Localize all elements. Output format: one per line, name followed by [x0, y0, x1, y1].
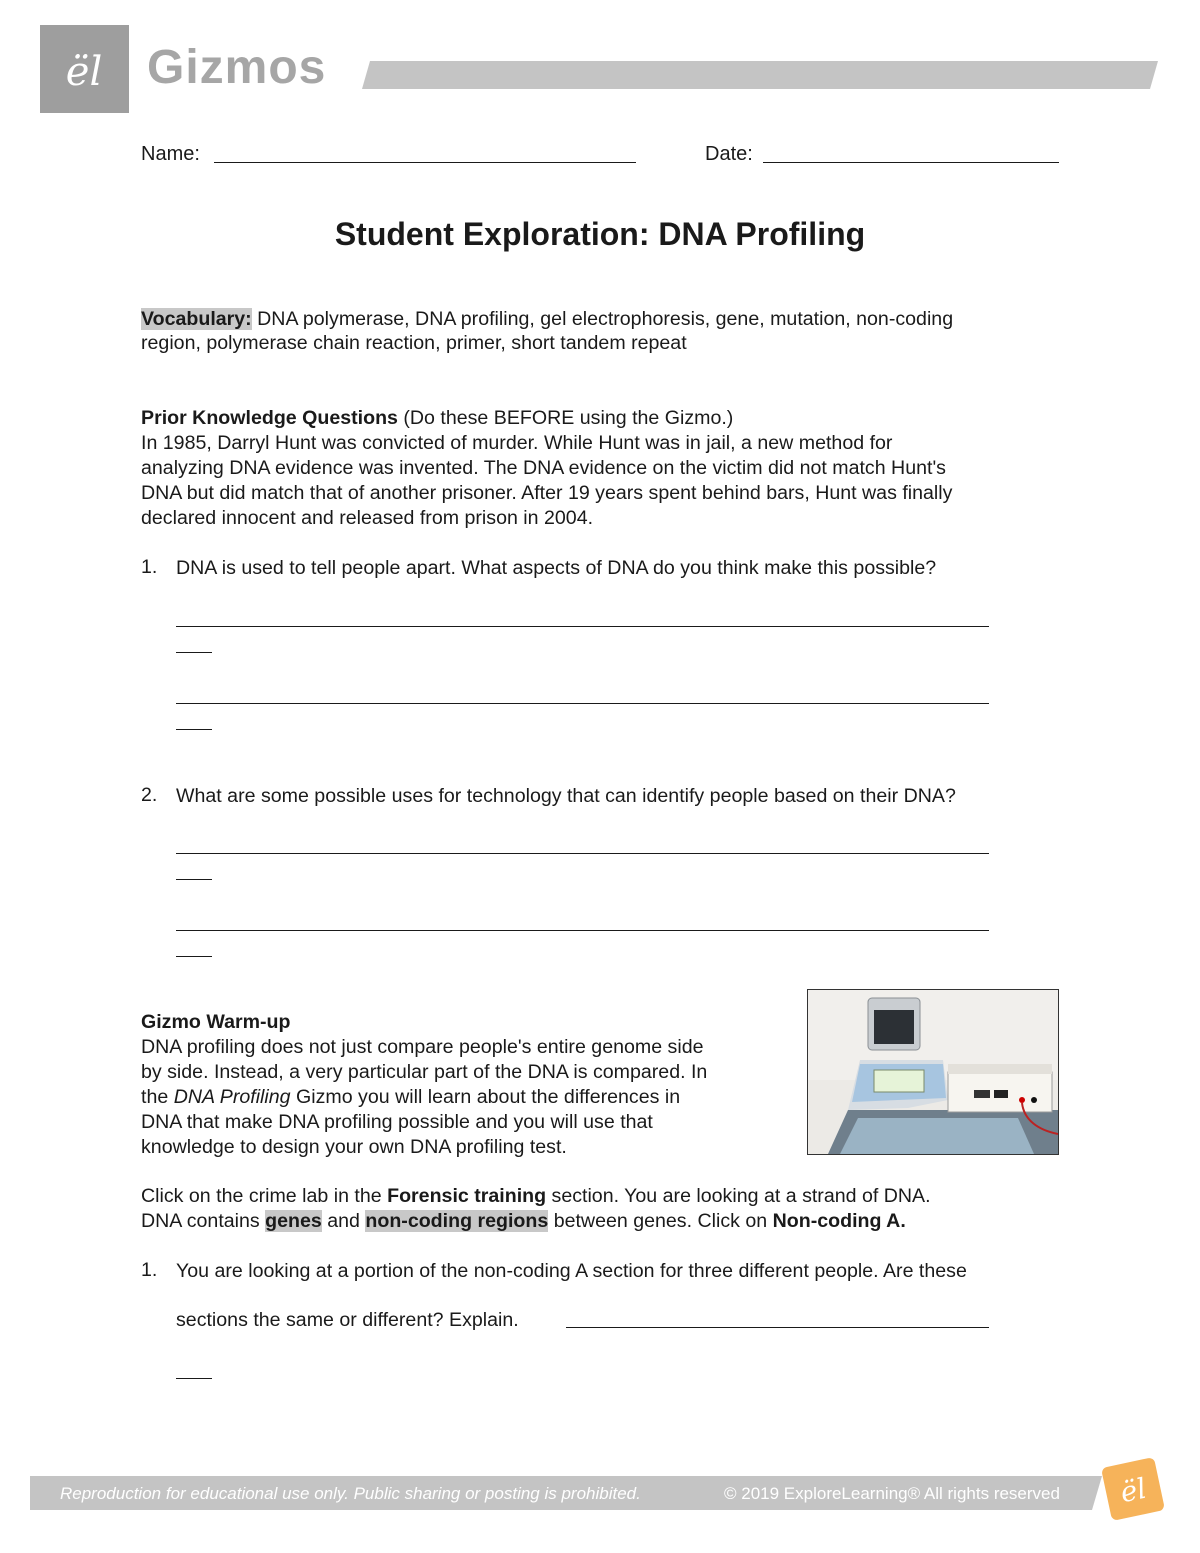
warmup-line	[141, 1085, 680, 1110]
instruction-line-2	[141, 1209, 906, 1234]
answer-line[interactable]	[176, 703, 989, 704]
answer-line-end	[176, 956, 212, 957]
footer-disclaimer: Reproduction for educational use only. Public sharing or posting is prohibited.	[60, 1484, 641, 1503]
date-label: Date:	[705, 143, 753, 165]
warmup-question-1-text-2: sections the same or different? Explain.	[176, 1309, 519, 1331]
instruction-1-pre: Click on the crime lab in the	[141, 1185, 388, 1207]
page-title: Student Exploration: DNA Profiling	[334, 216, 866, 252]
logo-mark: ël	[65, 49, 103, 95]
date-field[interactable]	[763, 162, 1059, 163]
term-genes: genes	[265, 1210, 322, 1232]
warmup-line3-post: Gizmo you will learn about the differences in	[290, 1086, 681, 1108]
instruction-2-pre: DNA contains	[141, 1210, 266, 1232]
instruction-2-and: and	[321, 1210, 366, 1232]
answer-line-end	[176, 729, 212, 730]
prior-knowledge-heading	[141, 406, 733, 431]
name-field[interactable]	[214, 162, 636, 163]
name-label: Name:	[141, 143, 200, 165]
vocabulary-line-1	[141, 307, 953, 332]
answer-line[interactable]	[176, 930, 989, 931]
gizmo-name: DNA Profiling	[173, 1086, 291, 1108]
prior-paragraph-line: analyzing DNA evidence was invented. The DNA evidence on the victim did not match Hunt's	[141, 457, 946, 479]
forensic-training-label: Forensic training	[387, 1185, 547, 1207]
answer-line[interactable]	[566, 1327, 989, 1328]
gizmos-logo	[40, 25, 129, 113]
question-1-number: 1.	[141, 556, 158, 578]
non-coding-a-label: Non-coding A.	[772, 1210, 906, 1232]
answer-line-end	[176, 879, 212, 880]
prior-note: (Do these BEFORE using the Gizmo.)	[397, 407, 734, 429]
warmup-line: by side. Instead, a very particular part of the DNA is compared. In	[141, 1061, 708, 1083]
vocabulary-line-2: region, polymerase chain reaction, primer, short tandem repeat	[141, 332, 687, 354]
instruction-2-mid: between genes. Click on	[548, 1210, 773, 1232]
vocabulary-terms-1: DNA polymerase, DNA profiling, gel electrophoresis, gene, mutation, non-coding	[251, 308, 954, 330]
question-1-text: DNA is used to tell people apart. What aspects of DNA do you think make this possible?	[176, 557, 937, 579]
warmup-question-1-number: 1.	[141, 1259, 158, 1281]
vocabulary-label: Vocabulary:	[141, 308, 252, 330]
answer-line[interactable]	[176, 853, 989, 854]
answer-line[interactable]	[176, 626, 989, 627]
warmup-line: DNA that make DNA profiling possible and you will use that	[141, 1111, 653, 1133]
answer-line-end	[176, 1378, 212, 1379]
warmup-line3-pre: the	[141, 1086, 174, 1108]
question-2-text: What are some possible uses for technology that can identify people based on their DNA?	[176, 785, 956, 807]
warmup-heading-text: Gizmo Warm-up	[141, 1011, 291, 1033]
prior-heading-text: Prior Knowledge Questions	[141, 407, 398, 429]
lab-equipment-illustration	[808, 990, 1058, 1154]
warmup-line: knowledge to design your own DNA profiling test.	[141, 1136, 567, 1158]
footer-copyright: © 2019 ExploreLearning® All rights reserved	[724, 1484, 1060, 1503]
brand-name: Gizmos	[147, 41, 327, 94]
warmup-heading	[141, 1010, 291, 1035]
prior-paragraph-line: declared innocent and released from prison in 2004.	[141, 507, 594, 529]
question-2-number: 2.	[141, 784, 158, 806]
warmup-question-1-text: You are looking at a portion of the non-coding A section for three different people. Are these	[176, 1260, 967, 1282]
prior-paragraph-line: DNA but did match that of another prisoner. After 19 years spent behind bars, Hunt was finally	[141, 482, 953, 504]
badge-mark: ël	[1117, 1471, 1150, 1510]
instruction-line-1	[141, 1184, 931, 1209]
instruction-1-post: section. You are looking at a strand of DNA.	[546, 1185, 931, 1207]
header-bar	[362, 61, 1158, 89]
el-logo-icon	[40, 25, 129, 113]
gel-electrophoresis-image	[807, 989, 1059, 1155]
explorelearning-badge-icon	[1096, 1452, 1170, 1526]
warmup-line: DNA profiling does not just compare people's entire genome side	[141, 1036, 704, 1058]
answer-line-end	[176, 652, 212, 653]
prior-paragraph-line: In 1985, Darryl Hunt was convicted of murder. While Hunt was in jail, a new method for	[141, 432, 893, 454]
term-non-coding-regions: non-coding regions	[365, 1210, 549, 1232]
